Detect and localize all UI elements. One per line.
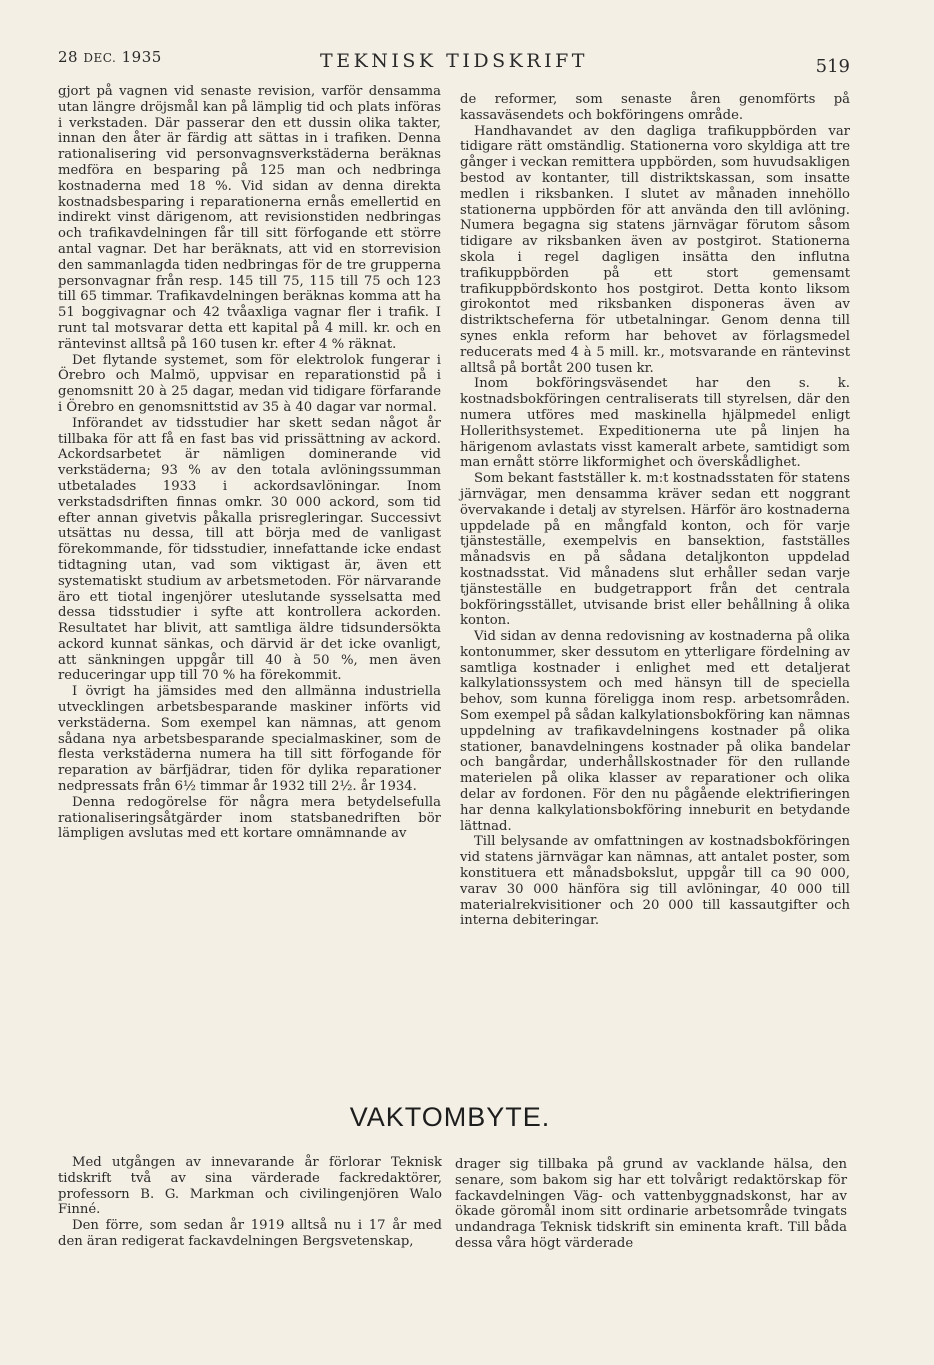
date-month: DEC. <box>83 51 117 65</box>
paragraph: de reformer, som senaste åren genomförts på kassaväsendets och bokföringens område. <box>460 92 850 123</box>
paragraph: Som bekant fastställer k. m:t kostnadsstaten för statens järnvägar, men densamma kräver sedan ett noggrant övervakande i detalj av styrelsen. Härför äro kostnaderna uppdelade på en mångfald konton, och för varje tjänsteställe, exempelvis en bansektion, fastställes månadsvis en på sådana detaljkonton uppdelad kostnadsstat. Vid månadens slut erhåller sedan varje tjänsteställe en budgetrapport från det centrala bokföringsstället, utvisande brist eller behållning å olika konton. <box>460 471 850 629</box>
paragraph: Den förre, som sedan år 1919 alltså nu i 17 år med den äran redigerat fackavdelningen Bergsvetenskap, <box>58 1218 442 1249</box>
paragraph: Med utgången av innevarande år förlorar Teknisk tidskrift två av sina värderade fackredaktörer, professorn B. G. Markman och civilingenjören Walo Finné. <box>58 1155 442 1218</box>
bottom-right-column <box>455 1157 847 1252</box>
paragraph: Inom bokföringsväsendet har den s. k. kostnadsbokföringen centraliserats till styrelsen, där den numera utföres med maskinella hjälpmedel enligt Hollerithsystemet. Expeditionerna ute på linjen ha härigenom avlastats visst kameralt arbete, samtidigt som man ernått större likformighet och överskådlighet. <box>460 376 850 471</box>
journal-title: TEKNISK TIDSKRIFT <box>320 50 588 72</box>
paragraph: I övrigt ha jämsides med den allmänna industriella utvecklingen arbetsbesparande maskiner införts vid verkstäderna. Som exempel kan nämnas, att genom sådana nya arbetsbesparande specialmaskiner, som de flesta verkstäderna numera ha till sitt förfogande för reparation av bärfjädrar, tiden för dylika reparationer nedpressats från 6½ timmar år 1932 till 2½. år 1934. <box>58 684 441 795</box>
paragraph: Införandet av tidsstudier har skett sedan något år tillbaka för att få en fast bas vid prissättning av ackord. Ackordsarbetet är nämligen dominerande vid verkstäderna; 93 % av den totala avlöningssumman utbetalades 1933 i ackordsavlöningar. Inom verkstadsdriften finnas omkr. 30 000 ackord, som tid efter annan givetvis påkalla prisregleringar. Successivt utsättas nu dessa, till att börja med de vanligast förekommande, för tidsstudier, innefattande icke endast tidtagning utan, vad som viktigast är, även ett systematiskt studium av arbetsmetoden. För närvarande äro ett tiotal ingenjörer uteslutande sysselsatta med dessa tidsstudier i syfte att kontrollera ackorden. Resultatet har blivit, att samtliga äldre tidsundersökta ackord kunnat sänkas, och därvid är det icke ovanligt, att sänkningen uppgår till 40 à 50 %, men även reduceringar upp till 70 % ha förekommit. <box>58 415 441 684</box>
paragraph: Det flytande systemet, som för elektrolok fungerar i Örebro och Malmö, uppvisar en reparationstid på i genomsnitt 20 à 25 dagar, medan vid tidigare förfarande i Örebro en genomsnittstid av 35 à 40 dagar var normal. <box>58 352 441 415</box>
left-column <box>58 84 441 842</box>
page-header <box>58 44 850 77</box>
page-number: 519 <box>815 56 850 77</box>
paragraph: Denna redogörelse för några mera betydelsefulla rationaliseringsåtgärder inom statsbanedriften bör lämpligen avslutas med ett kortare omnämnande av <box>58 794 441 842</box>
paragraph: drager sig tillbaka på grund av vacklande hälsa, den senare, som bakom sig har ett tolvårigt redaktörskap för fackavdelningen Väg- och vattenbyggnadskonst, har av ökade göromål inom sitt ordinarie arbetsområde tvingats undandraga Teknisk tidskrift sin eminenta kraft. Till båda dessa våra högt värderade <box>455 1157 847 1251</box>
paragraph: gjort på vagnen vid senaste revision, varför densamma utan längre dröjsmål kan på lämplig tid och plats införas i verkstaden. Där passerar den ett dussin olika takter, innan den åter är färdig att sättas in i trafiken. Denna rationalisering vid personvagnsverkstäderna beräknas medföra en besparing på 125 man och nedbringa kostnaderna med 18 %. Vid sidan av denna direkta kostnadsbesparing i reparationerna ernås emellertid en indirekt vinst därigenom, att revisionstiden nedbringas och trafikavdelningen får till sitt förfogande ett större antal vagnar. Det har beräknats, att vid en storrevision den sammanlagda tiden nedbringas för de tre grupperna personvagnar från resp. 145 till 75, 115 till 75 och 123 till 65 timmar. Trafikavdelningen beräknas komma att ha 51 boggivagnar och 42 tvåaxliga vagnar fler i trafik. I runt tal motsvarar detta ett kapital på 4 mill. kr. och en räntevinst alltså på 160 tusen kr. efter 4 % räknat. <box>58 84 441 352</box>
right-column <box>460 92 850 929</box>
paragraph: Till belysande av omfattningen av kostnadsbokföringen vid statens järnvägar kan nämnas, att antalet poster, som konstituera ett månadsbokslut, uppgår till ca 90 000, varav 30 000 hänföra sig till avlöningar, 40 000 till materialrekvisitioner och 20 000 till kassautgifter och interna debiteringar. <box>460 834 850 929</box>
date-year: 1935 <box>121 48 162 66</box>
date-day: 28 <box>58 48 79 66</box>
paragraph: Vid sidan av denna redovisning av kostnaderna på olika kontonummer, sker dessutom en ytterligare fördelning av samtliga kostnader i enlighet med ett detaljerat kalkylationssystem och med hänsyn till de speciella behov, som kunna föreligga inom resp. arbetsområden. Som exempel på sådan kalkylationsbokföring kan nämnas uppdelning av trafikavdelningens kostnader på olika stationer, banavdelningens kostnader på olika bandelar och bangårdar, underhållskostnader för den rullande materielen på olika klasser av reparationer och olika delar av fordonen. För den nu pågående elektrifieringen har denna kalkylationsbokföring inneburit en betydande lättnad. <box>460 629 850 834</box>
paragraph: Handhavandet av den dagliga trafikuppbörden var tidigare rätt omständlig. Stationerna voro skyldiga att tre gånger i veckan remittera uppbörden, som huvudsakligen bestod av kontanter, till distriktskassan, som insatte medlen i riksbanken. I slutet av månaden innehöllo stationerna uppbörden för att använda den till avlöning. Numera begagna sig statens järnvägar förutom såsom tidigare av riksbanken även av postgirot. Stationerna skola i regel dagligen insätta den influtna trafikuppbörden på ett stort gemensamt trafikuppbördskonto hos postgirot. Detta konto liksom girokontot med riksbanken disponeras även av distriktscheferna för utbetalningar. Genom denna till synes enkla reform har behovet av förlagsmedel reducerats med 4 à 5 mill. kr., motsvarande en räntevinst alltså på bortåt 200 tusen kr. <box>460 123 850 376</box>
bottom-left-column <box>58 1155 442 1250</box>
section-title: VAKTOMBYTE. <box>349 1102 551 1132</box>
